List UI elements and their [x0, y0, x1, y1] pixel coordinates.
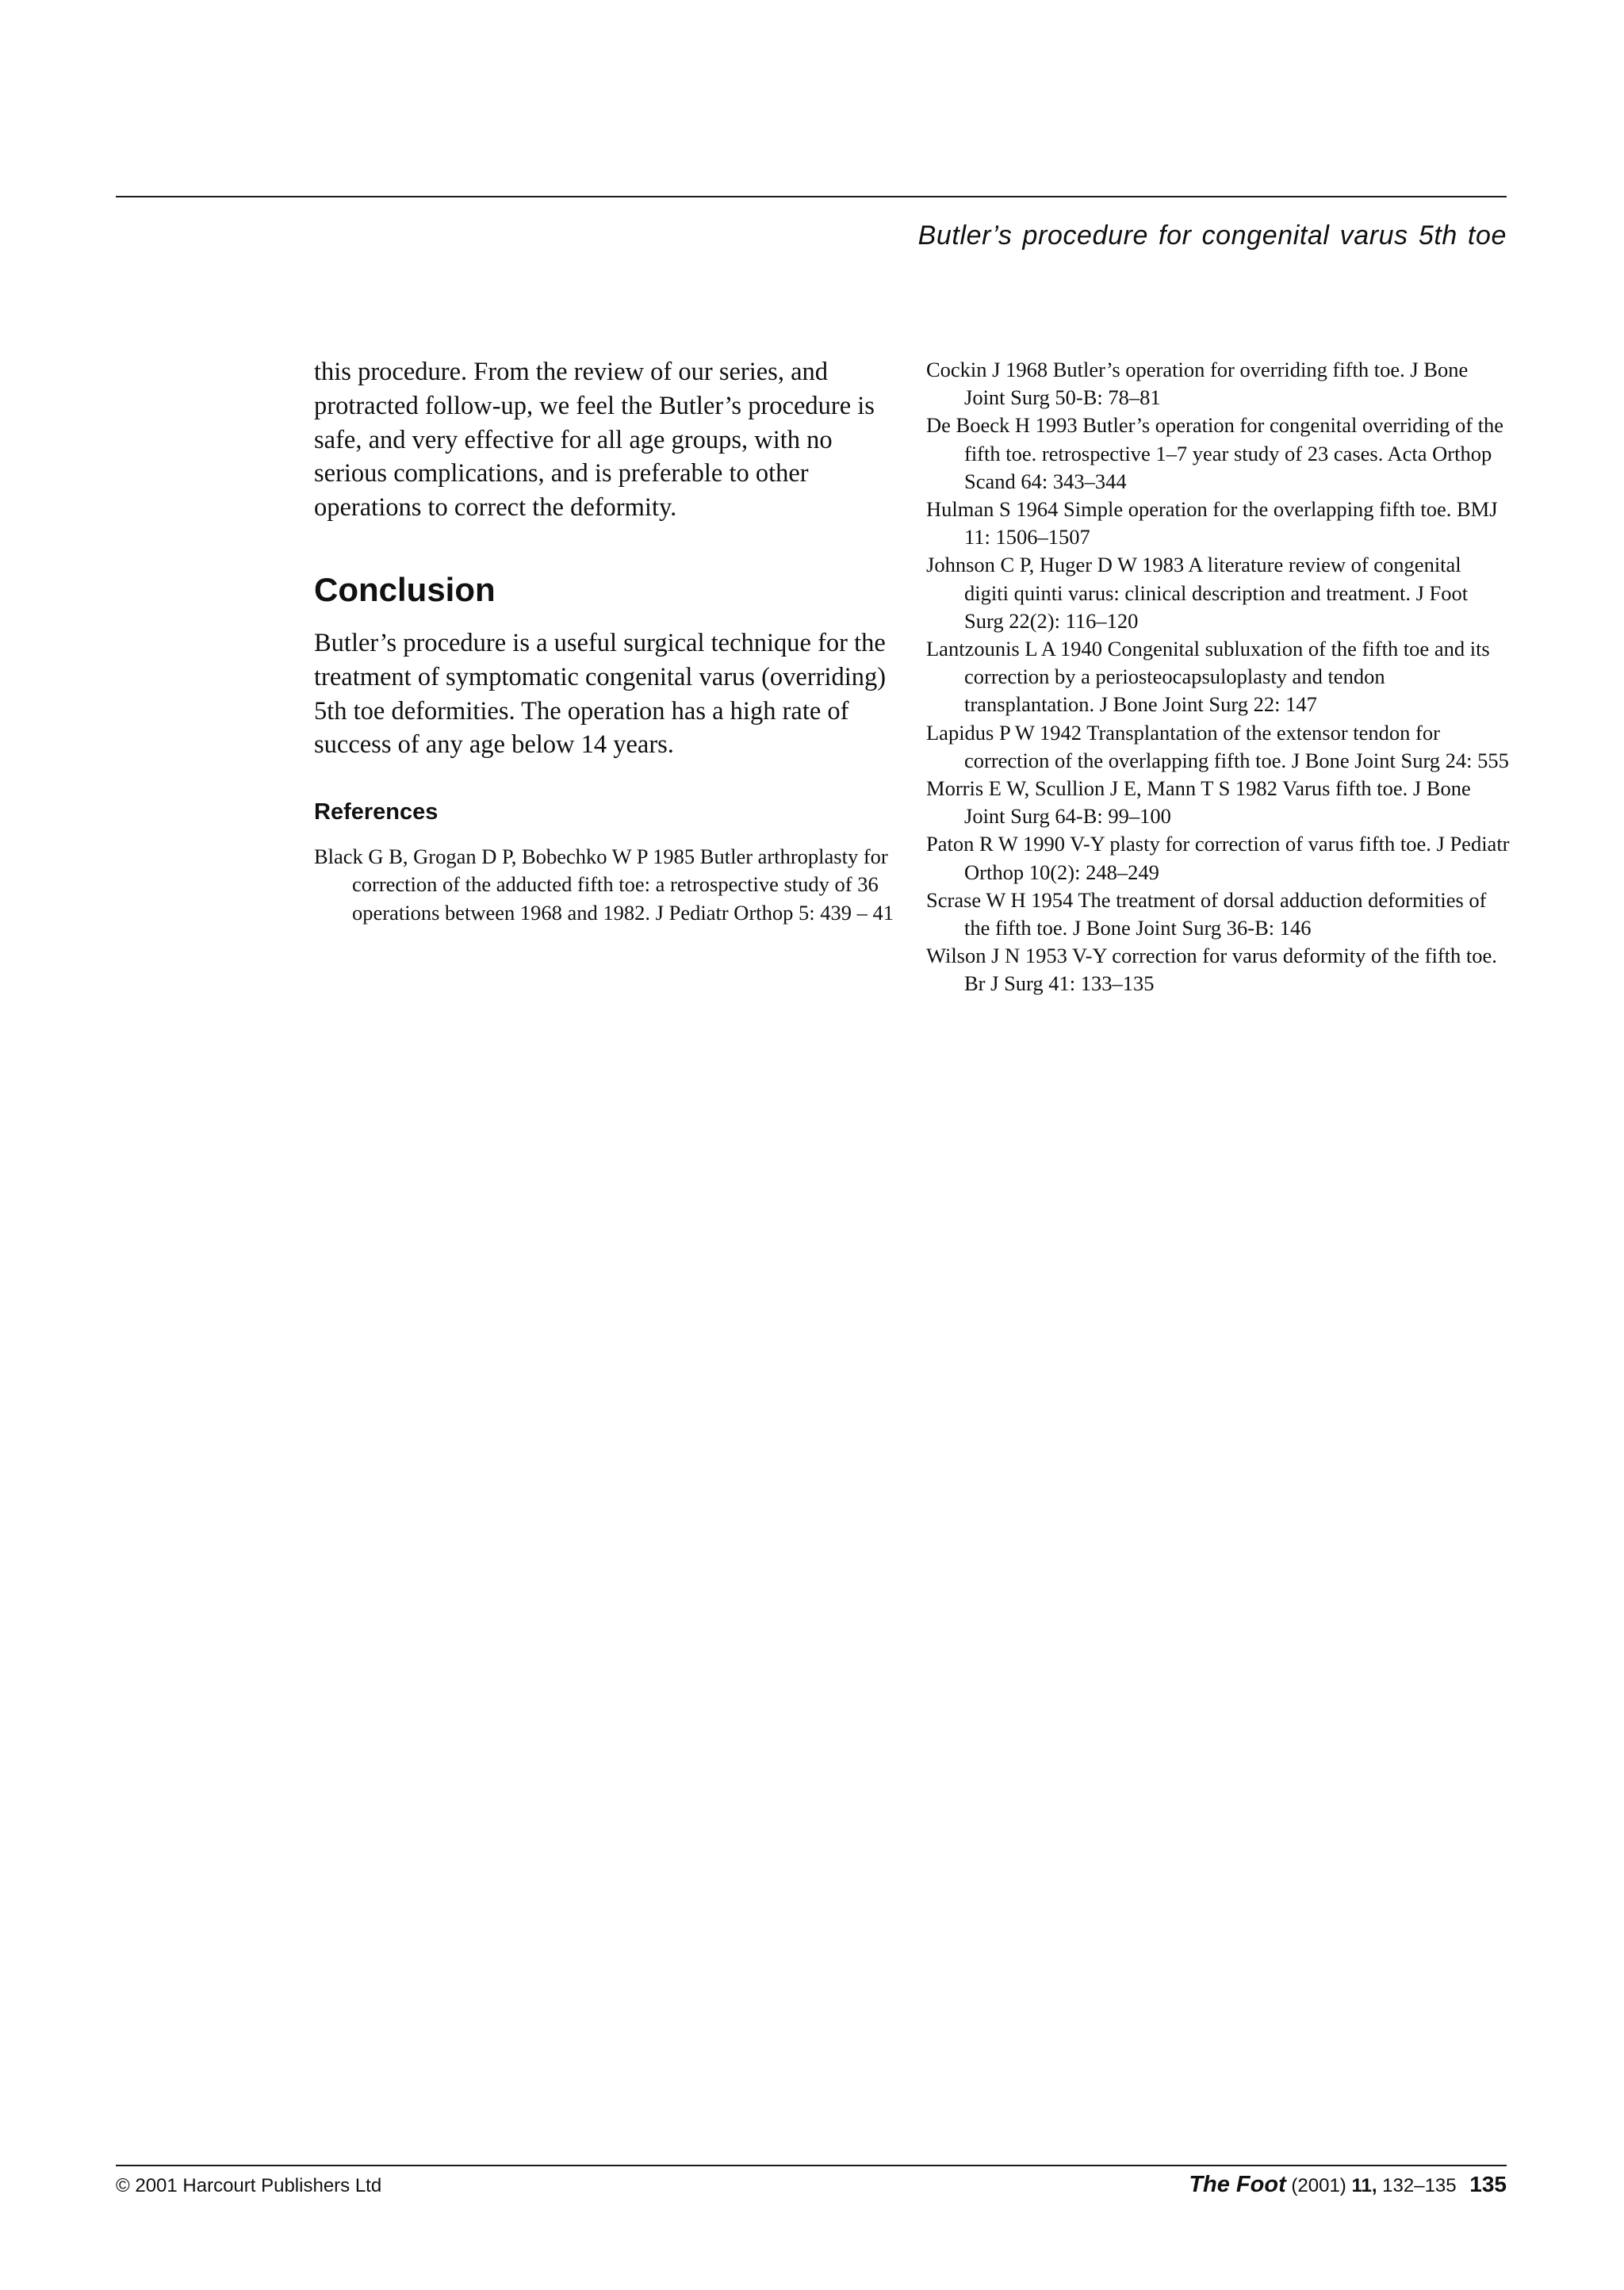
- journal-name: The Foot: [1189, 2172, 1286, 2197]
- footer-rule: [116, 2165, 1507, 2166]
- reference-item: De Boeck H 1993 Butler’s operation for congenital overriding of the fifth toe. retrospective 1–7 year study of 23 cases. Acta Orthop Scand 64: 343–344: [926, 413, 1504, 493]
- reference-list-left: [314, 843, 901, 927]
- reference-item: Morris E W, Scullion J E, Mann T S 1982 Varus fifth toe. J Bone Joint Surg 64-B: 99–100: [926, 776, 1471, 829]
- reference-item: Wilson J N 1953 V-Y correction for varus deformity of the fifth toe. Br J Surg 41: 133–135: [926, 944, 1497, 996]
- reference-item: Lapidus P W 1942 Transplantation of the extensor tendon for correction of the overlapping fifth toe. J Bone Joint Surg 24: 555: [926, 720, 1509, 772]
- reference-item: Black G B, Grogan D P, Bobechko W P 1985 Butler arthroplasty for correction of the adducted fifth toe: a retrospective study of 36 operations between 1968 and 1982. J Pediatr Orthop 5: 439 – 41: [314, 844, 894, 925]
- reference-item: Cockin J 1968 Butler’s operation for overriding fifth toe. J Bone Joint Surg 50-B: 78–81: [926, 358, 1469, 410]
- journal-citation: [1189, 2169, 1507, 2201]
- left-column: [314, 355, 901, 927]
- header-rule: [116, 196, 1507, 197]
- reference-list-right: [926, 356, 1510, 998]
- right-column: [926, 356, 1510, 998]
- journal-pages: 132–135: [1382, 2175, 1457, 2196]
- reference-item: Lantzounis L A 1940 Congenital subluxation of the fifth toe and its correction by a periosteocapsuloplasty and tendon transplantation. J Bone Joint Surg 22: 147: [926, 637, 1490, 717]
- reference-item: Paton R W 1990 V-Y plasty for correction of varus fifth toe. J Pediatr Orthop 10(2): 248–249: [926, 832, 1510, 884]
- journal-volume: 11,: [1351, 2175, 1377, 2196]
- running-title: Butler’s procedure for congenital varus 5th toe: [917, 220, 1507, 251]
- reference-item: Scrase W H 1954 The treatment of dorsal adduction deformities of the fifth toe. J Bone Joint Surg 36-B: 146: [926, 887, 1487, 940]
- references-heading: References: [314, 799, 439, 825]
- reference-item: Johnson C P, Huger D W 1983 A literature review of congenital digiti quinti varus: clinical description and treatment. J Foot Surg 22(2): 116–120: [926, 553, 1469, 633]
- copyright-notice: © 2001 Harcourt Publishers Ltd: [116, 2175, 382, 2196]
- journal-year: (2001): [1291, 2175, 1346, 2196]
- page-number: 135: [1469, 2172, 1507, 2196]
- reference-item: Hulman S 1964 Simple operation for the overlapping fifth toe. BMJ 11: 1506–1507: [926, 497, 1498, 550]
- conclusion-heading: Conclusion: [314, 570, 496, 608]
- discussion-paragraph: this procedure. From the review of our series, and protracted follow-up, we feel the Butler’s procedure is safe, and very effective for all age groups, with no serious complications, and is preferable to other operations to correct the deformity.: [314, 358, 875, 523]
- conclusion-paragraph: Butler’s procedure is a useful surgical technique for the treatment of symptomatic congenital varus (overriding) 5th toe deformities. The operation has a high rate of success of any age below 14 years.: [314, 628, 887, 760]
